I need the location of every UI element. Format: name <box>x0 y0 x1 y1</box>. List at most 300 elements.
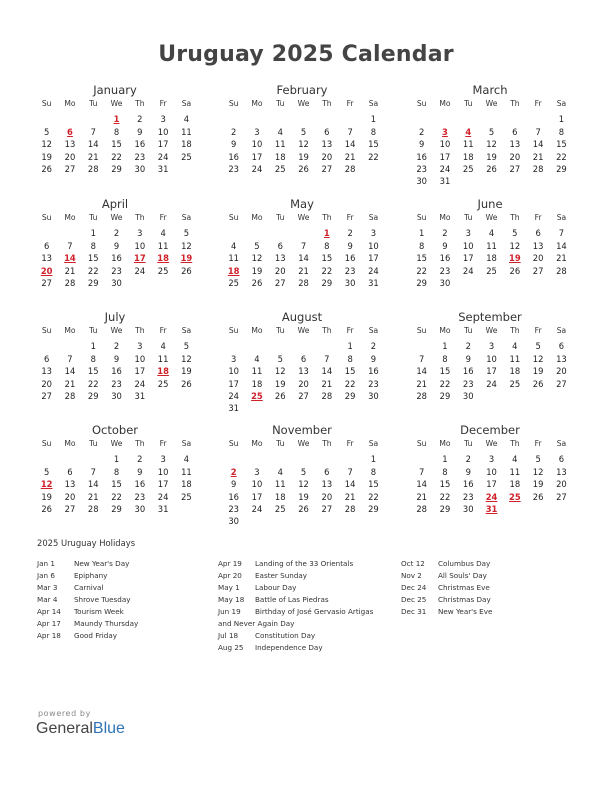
month-name: November <box>272 423 332 437</box>
day-cell: 8 <box>442 353 448 364</box>
day-cell: 1 <box>370 114 377 125</box>
day-cell: 11 <box>228 253 239 264</box>
day-cell: 16 <box>344 253 356 264</box>
day-cell: 19 <box>181 366 192 377</box>
day-cell: 5 <box>488 126 495 137</box>
weekday-header: Su <box>228 439 239 448</box>
weekday-header: Tu <box>89 213 98 222</box>
day-cell: 24 <box>228 390 239 401</box>
day-cell: 15 <box>368 479 379 490</box>
day-cell: 18 <box>181 479 192 490</box>
day-cell: 11 <box>509 466 521 477</box>
weekday-header: Sa <box>556 326 567 335</box>
month-name: February <box>276 83 328 97</box>
holiday-day-cell: 12 <box>40 479 53 490</box>
day-cell: 7 <box>67 353 73 364</box>
empty-day-cell <box>222 113 245 125</box>
day-cell: 16 <box>462 366 474 377</box>
day-cell: 3 <box>160 454 166 465</box>
day-cell: 26 <box>41 503 52 514</box>
holiday-date: Apr 19 <box>218 559 242 568</box>
empty-day-cell <box>503 113 526 125</box>
month-january <box>35 82 195 175</box>
weekday-header: Tu <box>464 326 473 335</box>
day-cell: 18 <box>274 491 286 502</box>
day-cell: 27 <box>321 503 333 514</box>
day-cell: 5 <box>254 240 260 251</box>
day-cell: 13 <box>41 366 52 377</box>
day-cell: 24 <box>134 378 146 389</box>
day-cell: 6 <box>324 466 330 477</box>
day-cell: 29 <box>416 277 427 288</box>
holiday-name: Labour Day <box>255 583 297 592</box>
weekday-header: Sa <box>368 439 379 448</box>
weekday-header: Sa <box>181 326 192 335</box>
day-cell: 31 <box>368 277 379 288</box>
holiday-day-cell: 18 <box>157 253 169 264</box>
holiday-name: Epiphany <box>74 571 108 580</box>
day-cell: 14 <box>416 366 427 377</box>
day-cell: 6 <box>67 466 73 477</box>
day-cell: 19 <box>251 265 263 276</box>
day-cell: 27 <box>274 277 286 288</box>
day-cell: 27 <box>556 491 567 502</box>
day-cell: 12 <box>251 253 263 264</box>
month-name: April <box>101 197 129 211</box>
weekday-header: Sa <box>556 99 567 108</box>
day-cell: 28 <box>298 277 309 288</box>
day-cell: 29 <box>111 503 122 514</box>
day-cell: 13 <box>556 353 567 364</box>
day-cell: 30 <box>462 503 474 514</box>
day-cell: 27 <box>509 163 521 174</box>
day-cell: 21 <box>344 491 356 502</box>
day-cell: 17 <box>439 151 451 162</box>
day-cell: 11 <box>181 126 192 137</box>
day-cell: 26 <box>532 491 544 502</box>
day-cell: 21 <box>87 491 99 502</box>
day-cell: 12 <box>274 366 286 377</box>
day-cell: 24 <box>157 151 169 162</box>
day-cell: 2 <box>113 228 120 239</box>
weekday-header: Su <box>228 213 239 222</box>
day-cell: 8 <box>324 240 330 251</box>
weekday-header: Tu <box>464 99 473 108</box>
weekday-header: Su <box>41 326 52 335</box>
day-cell: 9 <box>370 353 377 364</box>
empty-day-cell <box>292 227 315 239</box>
empty-day-cell <box>35 227 58 239</box>
day-cell: 8 <box>347 353 353 364</box>
day-cell: 26 <box>532 378 544 389</box>
day-cell: 15 <box>344 366 356 377</box>
day-cell: 6 <box>535 228 541 239</box>
weekday-header: We <box>485 439 498 448</box>
day-cell: 12 <box>532 353 544 364</box>
day-cell: 18 <box>251 378 263 389</box>
empty-day-cell <box>245 227 268 239</box>
day-cell: 9 <box>465 466 471 477</box>
weekday-header: We <box>110 213 123 222</box>
day-cell: 9 <box>113 240 120 251</box>
empty-day-cell <box>480 113 503 125</box>
day-cell: 24 <box>368 265 379 276</box>
day-cell: 13 <box>321 479 333 490</box>
day-cell: 27 <box>532 265 544 276</box>
day-cell: 24 <box>462 265 474 276</box>
day-cell: 18 <box>509 479 521 490</box>
day-cell: 8 <box>113 466 120 477</box>
day-cell: 1 <box>418 228 425 239</box>
holiday-list-column-2 <box>218 558 388 654</box>
day-cell: 30 <box>134 163 146 174</box>
day-cell: 13 <box>298 366 309 377</box>
day-cell: 9 <box>442 240 448 251</box>
day-cell: 28 <box>321 390 333 401</box>
day-cell: 29 <box>439 390 451 401</box>
day-cell: 2 <box>137 454 143 465</box>
day-cell: 15 <box>368 139 379 150</box>
day-cell: 28 <box>87 503 99 514</box>
day-cell: 7 <box>347 466 353 477</box>
day-cell: 18 <box>486 253 497 264</box>
day-cell: 9 <box>230 139 237 150</box>
day-cell: 3 <box>254 466 260 477</box>
weekday-header: Su <box>416 439 427 448</box>
holiday-date: Mar 3 <box>37 583 58 592</box>
day-cell: 17 <box>251 491 263 502</box>
day-cell: 6 <box>277 240 283 251</box>
weekday-header: Mo <box>439 99 451 108</box>
empty-day-cell <box>315 340 338 352</box>
day-cell: 13 <box>64 479 76 490</box>
holiday-item <box>401 558 571 570</box>
empty-day-cell <box>35 113 58 125</box>
day-cell: 22 <box>556 151 567 162</box>
month-november <box>222 422 382 528</box>
day-cell: 29 <box>321 277 333 288</box>
empty-day-cell <box>292 340 315 352</box>
weekday-header: Th <box>322 439 332 448</box>
day-cell: 2 <box>465 454 471 465</box>
day-cell: 14 <box>344 139 356 150</box>
day-cell: 10 <box>251 139 263 150</box>
day-cell: 28 <box>416 390 427 401</box>
day-cell: 20 <box>321 491 333 502</box>
day-cell: 11 <box>486 240 497 251</box>
day-cell: 7 <box>90 466 96 477</box>
day-cell: 11 <box>251 366 263 377</box>
weekday-header: Sa <box>556 439 567 448</box>
day-cell: 3 <box>254 126 260 137</box>
month-july <box>35 309 195 402</box>
day-cell: 3 <box>137 228 143 239</box>
weekday-header: Mo <box>251 213 263 222</box>
day-cell: 10 <box>486 353 497 364</box>
day-cell: 3 <box>230 353 237 364</box>
day-cell: 20 <box>64 151 76 162</box>
day-cell: 15 <box>556 139 567 150</box>
day-cell: 26 <box>509 265 521 276</box>
day-cell: 22 <box>87 265 99 276</box>
day-cell: 22 <box>368 491 379 502</box>
weekday-header: Mo <box>251 326 263 335</box>
day-cell: 30 <box>416 176 427 187</box>
generalblue-logo[interactable] <box>36 720 125 738</box>
day-cell: 23 <box>439 265 451 276</box>
day-cell: 19 <box>532 479 544 490</box>
holiday-name: Easter Sunday <box>255 571 308 580</box>
day-cell: 18 <box>509 366 521 377</box>
day-cell: 4 <box>277 466 283 477</box>
day-cell: 27 <box>41 277 52 288</box>
day-cell: 16 <box>134 139 146 150</box>
empty-day-cell <box>315 113 338 125</box>
holiday-day-cell: 1 <box>323 228 330 239</box>
weekday-header: Th <box>135 99 145 108</box>
month-name: October <box>91 423 139 437</box>
day-cell: 9 <box>137 126 143 137</box>
weekday-header: Sa <box>368 326 379 335</box>
weekday-header: Mo <box>251 439 263 448</box>
weekday-header: Tu <box>276 326 285 335</box>
month-march <box>410 82 570 188</box>
holiday-day-cell: 1 <box>113 114 120 125</box>
day-cell: 20 <box>556 366 567 377</box>
weekday-header: Th <box>135 213 145 222</box>
day-cell: 11 <box>274 479 286 490</box>
day-cell: 9 <box>137 466 143 477</box>
day-cell: 5 <box>535 341 541 352</box>
day-cell: 9 <box>418 139 425 150</box>
day-cell: 20 <box>509 151 521 162</box>
day-cell: 15 <box>111 139 122 150</box>
day-cell: 10 <box>439 139 451 150</box>
day-cell: 13 <box>274 253 286 264</box>
day-cell: 5 <box>512 228 518 239</box>
holiday-day-cell: 31 <box>485 503 498 514</box>
day-cell: 24 <box>134 265 146 276</box>
day-cell: 21 <box>416 378 427 389</box>
day-cell: 29 <box>87 277 99 288</box>
logo-text-general: General <box>36 720 93 737</box>
weekday-header: Th <box>510 99 520 108</box>
day-cell: 2 <box>113 341 120 352</box>
weekday-header: Th <box>322 99 332 108</box>
day-cell: 22 <box>416 265 427 276</box>
day-cell: 1 <box>558 114 565 125</box>
holiday-date: Jun 19 <box>218 607 241 616</box>
day-cell: 10 <box>157 466 169 477</box>
day-cell: 12 <box>532 466 544 477</box>
weekday-header: Mo <box>439 326 451 335</box>
month-october <box>35 422 195 515</box>
day-cell: 16 <box>228 491 239 502</box>
day-cell: 26 <box>274 390 286 401</box>
day-cell: 7 <box>558 228 565 239</box>
weekday-header: Mo <box>64 439 76 448</box>
holiday-name: New Year's Eve <box>438 607 493 616</box>
empty-day-cell <box>35 453 58 465</box>
day-cell: 25 <box>157 378 169 389</box>
day-cell: 11 <box>181 466 192 477</box>
day-cell: 18 <box>274 151 286 162</box>
day-cell: 3 <box>488 341 495 352</box>
weekday-header: Sa <box>181 439 192 448</box>
month-september <box>410 309 570 402</box>
day-cell: 14 <box>87 479 99 490</box>
day-cell: 10 <box>157 126 169 137</box>
day-cell: 10 <box>251 479 263 490</box>
day-cell: 30 <box>439 277 451 288</box>
weekday-header: Fr <box>534 439 542 448</box>
day-cell: 28 <box>556 265 567 276</box>
day-cell: 26 <box>486 163 497 174</box>
month-april <box>35 196 195 289</box>
day-cell: 29 <box>556 163 567 174</box>
day-cell: 23 <box>368 378 379 389</box>
day-cell: 4 <box>230 240 237 251</box>
holidays-title: 2025 Uruguay Holidays <box>37 538 136 548</box>
empty-day-cell <box>269 227 292 239</box>
day-cell: 26 <box>298 163 309 174</box>
weekday-header: Th <box>322 326 332 335</box>
holiday-day-cell: 18 <box>157 366 169 377</box>
day-cell: 3 <box>370 228 377 239</box>
month-december <box>410 422 570 515</box>
holiday-item <box>37 558 207 570</box>
day-cell: 23 <box>462 378 474 389</box>
day-cell: 28 <box>344 163 356 174</box>
day-cell: 25 <box>181 151 192 162</box>
weekday-header: Su <box>416 326 427 335</box>
day-cell: 8 <box>558 126 565 137</box>
day-cell: 31 <box>157 163 169 174</box>
weekday-header: Th <box>510 213 520 222</box>
holiday-name: Good Friday <box>74 631 117 640</box>
day-cell: 7 <box>535 126 541 137</box>
day-cell: 2 <box>370 341 377 352</box>
empty-day-cell <box>269 340 292 352</box>
weekday-header: Su <box>41 439 52 448</box>
day-cell: 30 <box>344 277 356 288</box>
holiday-date: Jan 1 <box>37 559 55 568</box>
holiday-item <box>218 594 388 606</box>
day-cell: 13 <box>556 466 567 477</box>
holiday-name: Christmas Eve <box>438 583 490 592</box>
month-name: July <box>104 310 126 324</box>
day-cell: 30 <box>134 503 146 514</box>
day-cell: 29 <box>344 390 356 401</box>
day-cell: 11 <box>157 240 169 251</box>
day-cell: 4 <box>512 454 518 465</box>
day-cell: 11 <box>274 139 286 150</box>
holiday-name: Christmas Day <box>438 595 491 604</box>
day-cell: 7 <box>324 353 330 364</box>
day-cell: 10 <box>134 353 146 364</box>
weekday-header: We <box>297 99 310 108</box>
day-cell: 11 <box>157 353 169 364</box>
weekday-header: Mo <box>64 326 76 335</box>
holiday-name: Constitution Day <box>255 631 316 640</box>
holiday-day-cell: 2 <box>230 466 237 477</box>
day-cell: 9 <box>347 240 353 251</box>
weekday-header: Th <box>510 326 520 335</box>
empty-day-cell <box>338 453 361 465</box>
day-cell: 8 <box>90 353 96 364</box>
holiday-name: Birthday of José Gervasio Artigas and Never Again Day <box>218 607 374 628</box>
holiday-date: Oct 12 <box>401 559 425 568</box>
holiday-name: Independence Day <box>255 643 323 652</box>
empty-day-cell <box>292 453 315 465</box>
day-cell: 15 <box>439 479 451 490</box>
day-cell: 22 <box>368 151 379 162</box>
month-name: May <box>290 197 314 211</box>
day-cell: 17 <box>368 253 379 264</box>
day-cell: 17 <box>486 366 497 377</box>
day-cell: 31 <box>134 390 146 401</box>
weekday-header: Fr <box>159 99 167 108</box>
holiday-name: Carnival <box>74 583 104 592</box>
holiday-item <box>218 630 388 642</box>
day-cell: 7 <box>300 240 307 251</box>
month-name: December <box>460 423 520 437</box>
holiday-list-column-1 <box>37 558 207 642</box>
empty-day-cell <box>35 340 58 352</box>
day-cell: 12 <box>41 139 52 150</box>
holiday-date: Jul 18 <box>218 631 239 640</box>
day-cell: 5 <box>43 466 50 477</box>
month-august <box>222 309 382 415</box>
empty-day-cell <box>245 340 268 352</box>
holiday-name: Tourism Week <box>74 607 124 616</box>
day-cell: 20 <box>321 151 333 162</box>
weekday-header: Th <box>135 326 145 335</box>
day-cell: 30 <box>462 390 474 401</box>
day-cell: 2 <box>230 126 237 137</box>
day-cell: 21 <box>64 378 76 389</box>
day-cell: 10 <box>462 240 474 251</box>
day-cell: 12 <box>509 240 521 251</box>
day-cell: 3 <box>465 228 471 239</box>
day-cell: 20 <box>532 253 544 264</box>
weekday-header: We <box>110 439 123 448</box>
holiday-date: Aug 25 <box>218 643 244 652</box>
weekday-header: We <box>110 99 123 108</box>
holiday-item <box>401 582 571 594</box>
day-cell: 1 <box>370 454 377 465</box>
day-cell: 23 <box>111 265 122 276</box>
day-cell: 13 <box>532 240 544 251</box>
day-cell: 16 <box>111 253 122 264</box>
month-may <box>222 196 382 289</box>
holiday-name: Landing of the 33 Orientals <box>255 559 354 568</box>
day-cell: 14 <box>532 139 544 150</box>
day-cell: 10 <box>134 240 146 251</box>
day-cell: 11 <box>509 353 521 364</box>
day-cell: 23 <box>228 163 239 174</box>
day-cell: 21 <box>532 151 544 162</box>
weekday-header: Fr <box>159 213 167 222</box>
day-cell: 21 <box>556 253 567 264</box>
holiday-name: Columbus Day <box>438 559 491 568</box>
day-cell: 3 <box>137 341 143 352</box>
holiday-day-cell: 19 <box>180 253 193 264</box>
day-cell: 26 <box>181 265 192 276</box>
day-cell: 30 <box>111 277 122 288</box>
day-cell: 19 <box>298 151 309 162</box>
day-cell: 15 <box>416 253 427 264</box>
